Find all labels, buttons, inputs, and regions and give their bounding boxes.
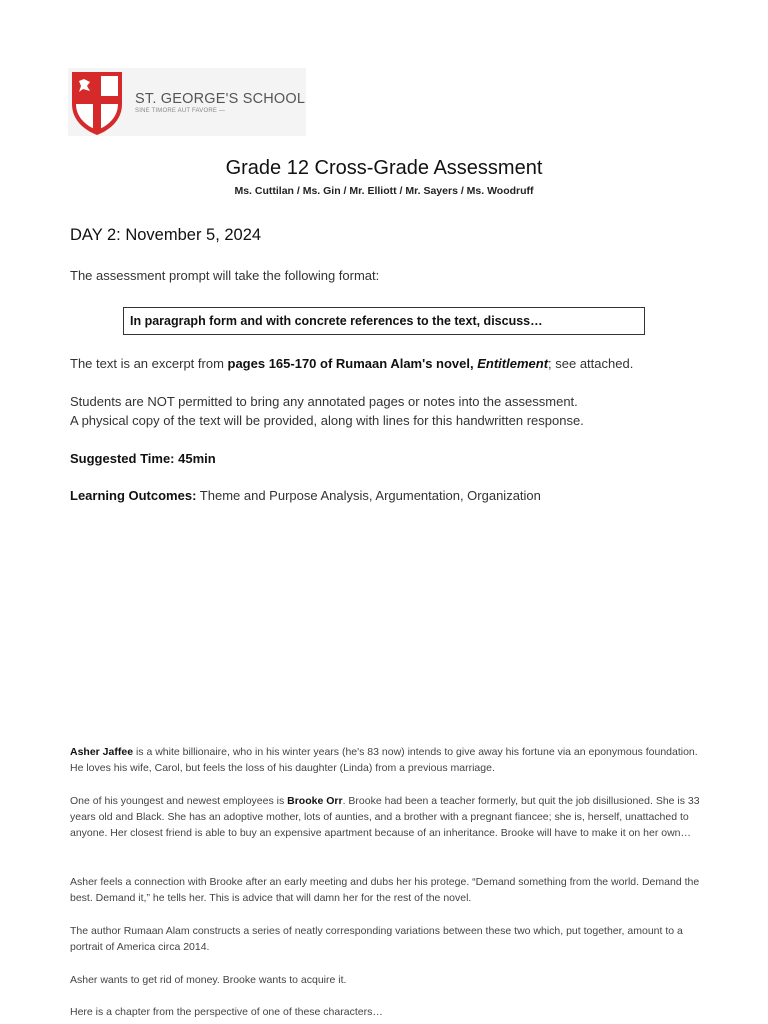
excerpt-post: ; see attached.: [548, 356, 634, 371]
day-heading: DAY 2: November 5, 2024: [70, 226, 262, 244]
intro-text: The assessment prompt will take the following format:: [70, 268, 380, 283]
context-paragraph-6: Here is a chapter from the perspective of one of these characters…: [70, 1006, 383, 1018]
excerpt-pre: The text is an excerpt from: [70, 356, 228, 371]
context-p2-pre: One of his youngest and newest employees is: [70, 795, 288, 807]
shield-crest-icon: [70, 70, 124, 136]
context-paragraph-1: [70, 744, 702, 776]
school-motto: SINE TIMORE AUT FAVORE —: [135, 108, 226, 114]
page-title: Grade 12 Cross-Grade Assessment: [225, 157, 543, 179]
rules-line-1: Students are NOT permitted to bring any annotated pages or notes into the assessment.: [70, 394, 578, 409]
context-paragraph-5: Asher wants to get rid of money. Brooke wants to acquire it.: [70, 974, 347, 986]
suggested-time: Suggested Time: 45min: [70, 451, 216, 466]
context-p1-text: is a white billionaire, who in his winter years (he's 83 now) intends to give away his fortune via an eponymous foundation. He loves his wife, Carol, but feels the loss of his daughter (Linda) from a previous marriage.: [70, 746, 698, 774]
school-name: ST. GEORGE'S SCHOOL: [135, 91, 306, 107]
context-paragraph-2: [70, 793, 702, 841]
excerpt-title: Entitlement: [477, 356, 549, 371]
learning-outcomes: [70, 488, 541, 503]
context-paragraph-4: The author Rumaan Alam constructs a series of neatly corresponding variations between these two which, put together, amount to a portrait of America circa 2014.: [70, 925, 683, 953]
learning-outcomes-value: Theme and Purpose Analysis, Argumentation, Organization: [196, 488, 541, 503]
prompt-box: [123, 307, 645, 335]
teachers-line: Ms. Cuttilan / Ms. Gin / Mr. Elliott / Mr. Sayers / Ms. Woodruff: [234, 185, 534, 197]
character-brooke: Brooke Orr: [287, 795, 343, 807]
excerpt-line: [70, 356, 633, 371]
context-p2-text: . Brooke had been a teacher formerly, but quit the job disillusioned. She is 33 years old and Black. She has an adoptive mother, lots of aunties, and a brother with a pregnant fiancee; she is, herself, unattached to anyone. Her closest friend is able to buy an expensive apartment because of an inheritance. Brooke will have to make it on her own…: [70, 795, 700, 839]
context-paragraph-3: Asher feels a connection with Brooke after an early meeting and dubs her his protege. “Demand something from the world. Demand the best. Demand it,” he tells her. This is advice that will damn her for the rest of the novel.: [70, 876, 700, 904]
prompt-text: In paragraph form and with concrete references to the text, discuss…: [130, 314, 543, 328]
school-logo: [68, 68, 306, 136]
character-asher: Asher Jaffee: [70, 746, 134, 758]
learning-outcomes-label: Learning Outcomes:: [70, 488, 197, 503]
rules-line-2: A physical copy of the text will be provided, along with lines for this handwritten response.: [70, 413, 584, 428]
excerpt-pages: pages 165-170 of Rumaan Alam's novel,: [227, 356, 478, 371]
